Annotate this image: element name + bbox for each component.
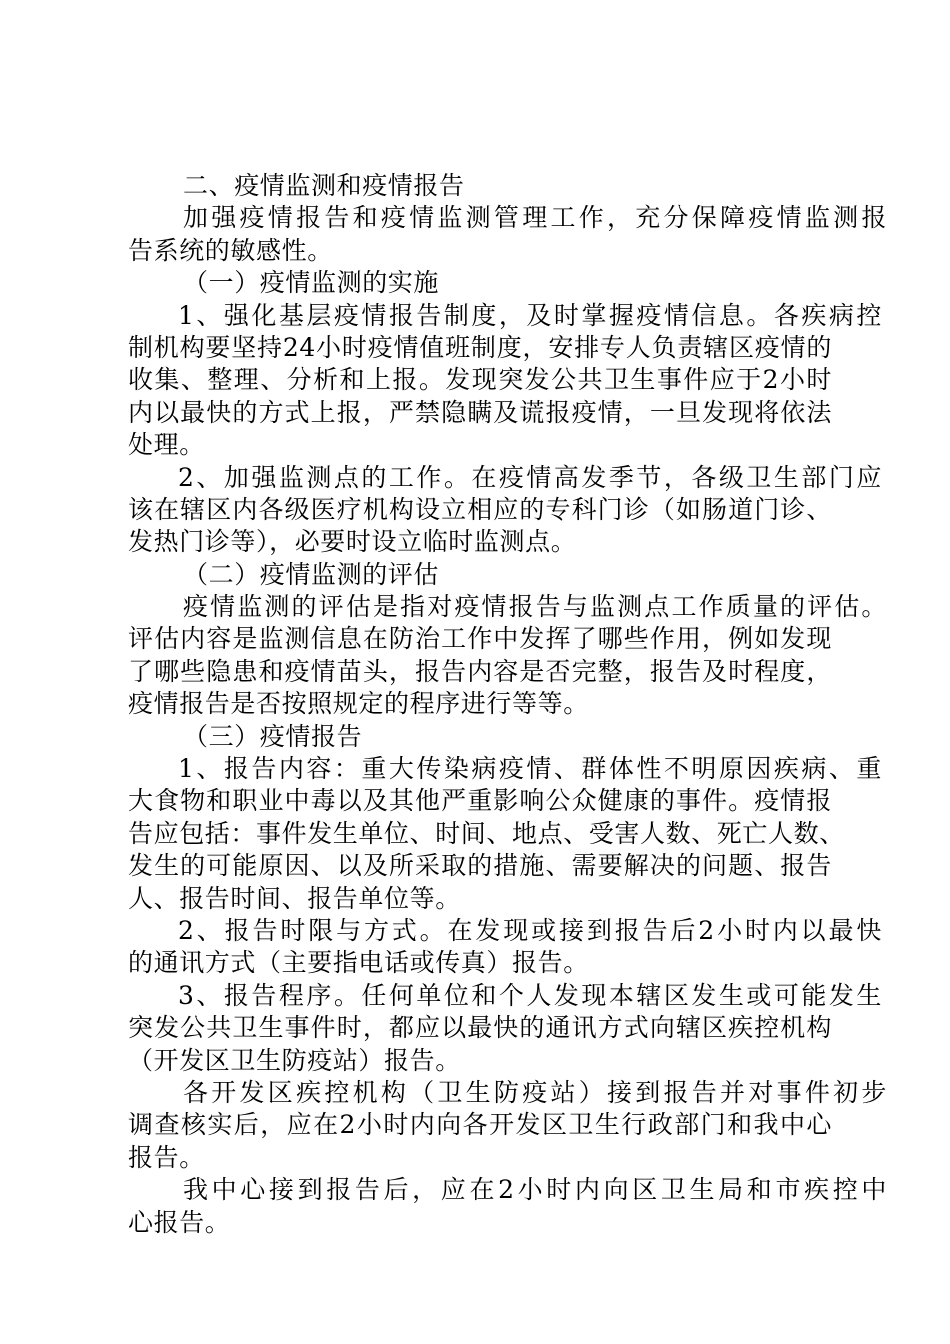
paragraph-line: 疫情报告是否按照规定的程序进行等等。 [128,689,589,719]
paragraph-line: 心报告。 [128,1207,231,1237]
paragraph-line: 加强疫情报告和疫情监测管理工作，充分保障疫情监测报 [183,203,887,233]
subsection-heading: （三）疫情报告 [183,721,363,751]
paragraph-line: 疫情监测的评估是指对疫情报告与监测点工作质量的评估。 [183,592,887,622]
paragraph-line: 人、报告时间、报告单位等。 [128,883,461,913]
paragraph-line: 内以最快的方式上报，严禁隐瞒及谎报疫情，一旦发现将依法 [128,397,832,427]
paragraph-line: 制机构要坚持24小时疫情值班制度，安排专人负责辖区疫情的 [128,332,832,362]
subsection-heading: （一）疫情监测的实施 [183,268,440,298]
paragraph-line: （开发区卫生防疫站）报告。 [128,1045,461,1075]
paragraph-line: 调查核实后，应在2小时内向各开发区卫生行政部门和我中心 [128,1110,832,1140]
section-heading: 二、疫情监测和疫情报告 [183,171,465,200]
paragraph-line: 处理。 [128,430,205,460]
paragraph-line: 突发公共卫生事件时，都应以最快的通讯方式向辖区疾控机构 [128,1013,832,1043]
paragraph-line: 2、报告时限与方式。在发现或接到报告后2小时内以最快 [178,915,882,945]
paragraph-line: 发生的可能原因、以及所采取的措施、需要解决的问题、报告 [128,851,832,881]
subsection-heading: （二）疫情监测的评估 [183,559,440,589]
paragraph-line: 发热门诊等），必要时设立临时监测点。 [128,527,577,557]
paragraph-line: 大食物和职业中毒以及其他严重影响公众健康的事件。疫情报 [128,786,832,816]
document-body [128,170,887,1239]
paragraph-line: 了哪些隐患和疫情苗头，报告内容是否完整，报告及时程度， [128,656,832,686]
paragraph-line: 我中心接到报告后，应在2小时内向区卫生局和市疾控中 [183,1175,887,1205]
paragraph-line: 1、报告内容：重大传染病疫情、群体性不明原因疾病、重 [178,754,882,784]
paragraph-line: 收集、整理、分析和上报。发现突发公共卫生事件应于2小时 [128,365,832,395]
paragraph-line: 告系统的敏感性。 [128,235,333,265]
paragraph-line: 该在辖区内各级医疗机构设立相应的专科门诊（如肠道门诊、 [128,494,832,524]
paragraph-line: 1、强化基层疫情报告制度，及时掌握疫情信息。各疾病控 [178,300,882,330]
paragraph-line: 的通讯方式（主要指电话或传真）报告。 [128,948,589,978]
paragraph-line: 2、加强监测点的工作。在疫情高发季节，各级卫生部门应 [178,462,882,492]
paragraph-line: 告应包括：事件发生单位、时间、地点、受害人数、死亡人数、 [128,818,845,848]
paragraph-line: 各开发区疾控机构（卫生防疫站）接到报告并对事件初步 [183,1077,887,1107]
paragraph-line: 报告。 [128,1142,205,1172]
paragraph-line: 3、报告程序。任何单位和个人发现本辖区发生或可能发生 [178,980,882,1010]
paragraph-line: 评估内容是监测信息在防治工作中发挥了哪些作用，例如发现 [128,624,832,654]
